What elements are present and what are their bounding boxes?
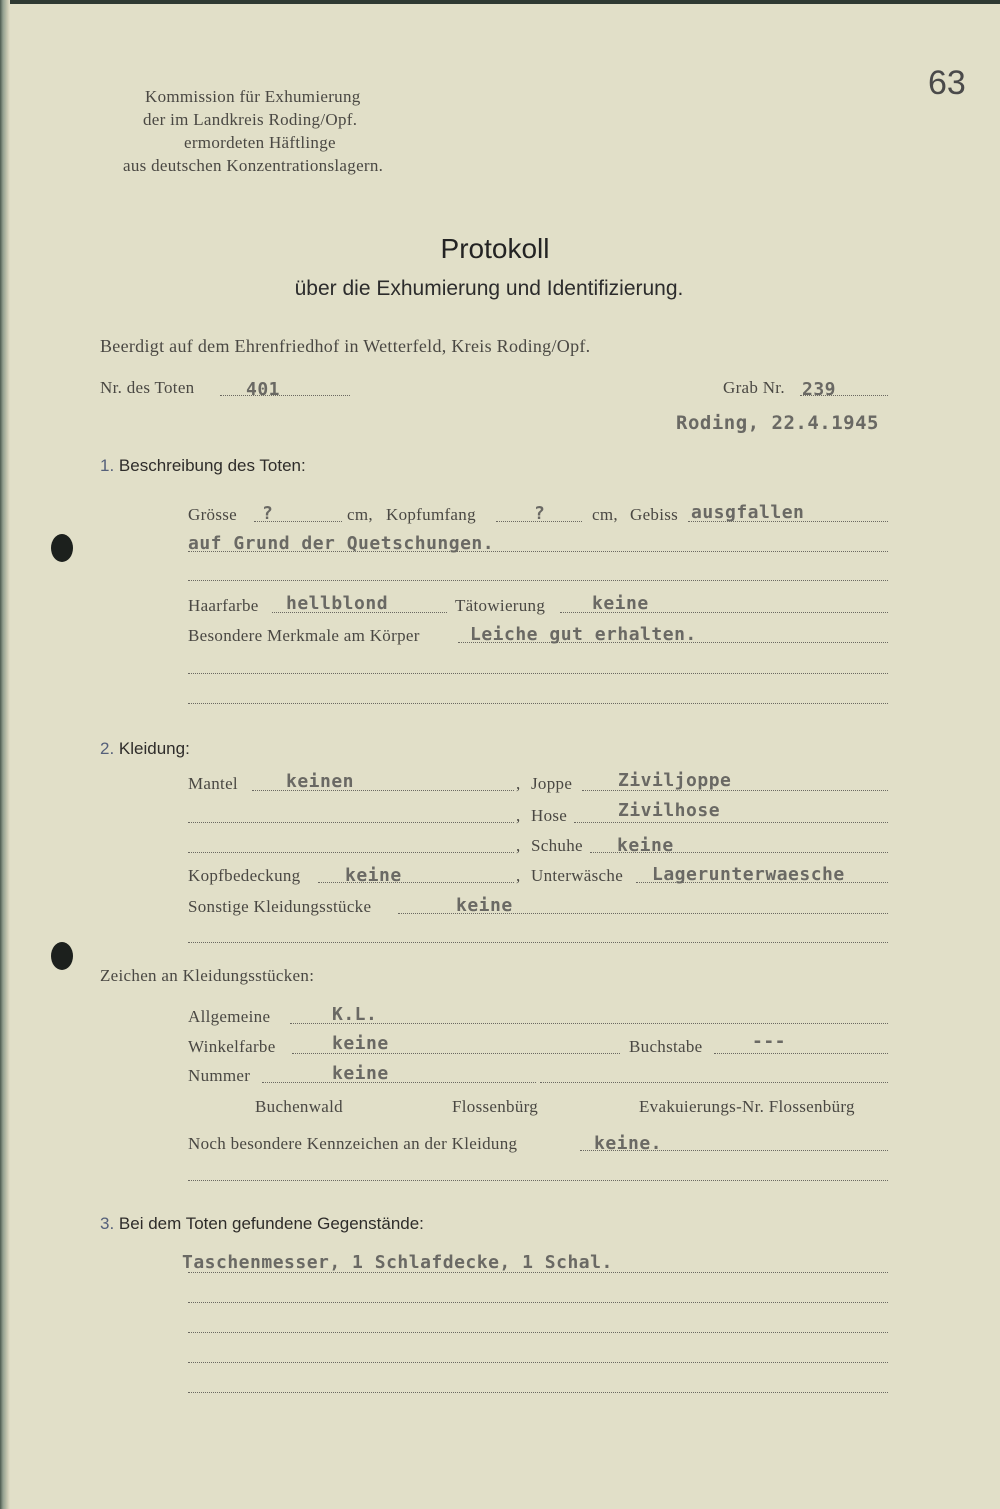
- comma-4: ,: [516, 866, 521, 885]
- cm-unit-2: cm,: [592, 505, 618, 524]
- tattoo-label: Tätowierung: [455, 596, 546, 615]
- tattoo-value: keine: [592, 593, 649, 614]
- number-label: Nummer: [188, 1066, 251, 1085]
- punch-hole-upper: [51, 534, 73, 562]
- page-number: 63: [928, 64, 966, 102]
- column-buchenwald: Buchenwald: [255, 1097, 343, 1116]
- page-subtitle: über die Exhumierung und Identifizierung.: [294, 277, 684, 300]
- commission-line-3: ermordeten Häftlinge: [184, 133, 336, 152]
- commission-line-2: der im Landkreis Roding/Opf.: [143, 110, 358, 129]
- teeth-value: ausgfallen: [691, 502, 805, 523]
- comma-3: ,: [516, 836, 521, 855]
- section-3-heading: 3. Bei dem Toten gefundene Gegenstände:: [100, 1214, 424, 1233]
- special-marks-value: keine.: [594, 1133, 663, 1154]
- teeth-continuation: auf Grund der Quetschungen.: [188, 533, 495, 554]
- column-flossenbuerg: Flossenbürg: [452, 1097, 539, 1116]
- general-mark-label: Allgemeine: [188, 1007, 271, 1026]
- dead-number-value: 401: [246, 379, 281, 400]
- scan-left-edge: [0, 0, 10, 1509]
- shoes-label: Schuhe: [531, 836, 583, 855]
- scan-top-edge: [0, 0, 1000, 4]
- headwear-label: Kopfbedeckung: [188, 866, 301, 885]
- punch-hole-lower: [51, 942, 73, 970]
- section-1-heading: 1. Beschreibung des Toten:: [100, 456, 306, 475]
- special-features-label: Besondere Merkmale am Körper: [188, 626, 420, 645]
- letter-value: ---: [752, 1031, 787, 1052]
- trousers-label: Hose: [531, 806, 568, 825]
- cm-unit-1: cm,: [347, 505, 373, 524]
- teeth-label: Gebiss: [630, 505, 679, 524]
- underwear-value: Lagerunterwaesche: [652, 864, 845, 885]
- angle-color-value: keine: [332, 1033, 389, 1054]
- height-value: ?: [262, 503, 274, 524]
- commission-line-4: aus deutschen Konzentrationslagern.: [123, 156, 384, 175]
- angle-color-label: Winkelfarbe: [188, 1037, 276, 1056]
- grave-number-value: 239: [802, 379, 837, 400]
- head-circumference-label: Kopfumfang: [386, 505, 476, 524]
- coat-value: keinen: [286, 771, 355, 792]
- general-mark-value: K.L.: [332, 1004, 378, 1025]
- grave-number-label: Grab Nr.: [723, 378, 785, 397]
- height-label: Grösse: [188, 505, 238, 524]
- other-clothing-label: Sonstige Kleidungsstücke: [188, 897, 372, 916]
- jacket-label: Joppe: [531, 774, 573, 793]
- clothing-marks-heading: Zeichen an Kleidungsstücken:: [100, 966, 315, 985]
- hair-color-value: hellblond: [286, 593, 389, 614]
- found-items-value: Taschenmesser, 1 Schlafdecke, 1 Schal.: [182, 1252, 613, 1273]
- jacket-value: Ziviljoppe: [618, 770, 732, 791]
- shoes-value: keine: [617, 835, 674, 856]
- underwear-label: Unterwäsche: [531, 866, 624, 885]
- special-features-value: Leiche gut erhalten.: [470, 624, 697, 645]
- other-clothing-value: keine: [456, 895, 513, 916]
- coat-label: Mantel: [188, 774, 238, 793]
- burial-place: Beerdigt auf dem Ehrenfriedhof in Wetterfeld, Kreis Roding/Opf.: [100, 336, 591, 356]
- trousers-value: Zivilhose: [618, 800, 721, 821]
- dead-number-label: Nr. des Toten: [100, 378, 195, 397]
- number-value: keine: [332, 1063, 389, 1084]
- place-and-date: Roding, 22.4.1945: [676, 412, 879, 434]
- head-circumference-value: ?: [534, 503, 546, 524]
- page-title: Protokoll: [440, 233, 550, 264]
- section-2-heading: 2. Kleidung:: [100, 739, 190, 758]
- column-evacuation-number: Evakuierungs-Nr. Flossenbürg: [639, 1097, 855, 1116]
- headwear-value: keine: [345, 865, 402, 886]
- hair-color-label: Haarfarbe: [188, 596, 259, 615]
- commission-line-1: Kommission für Exhumierung: [145, 87, 361, 106]
- letter-label: Buchstabe: [629, 1037, 703, 1056]
- comma-2: ,: [516, 806, 521, 825]
- special-marks-label: Noch besondere Kennzeichen an der Kleidung: [188, 1134, 518, 1153]
- comma-1: ,: [516, 774, 521, 793]
